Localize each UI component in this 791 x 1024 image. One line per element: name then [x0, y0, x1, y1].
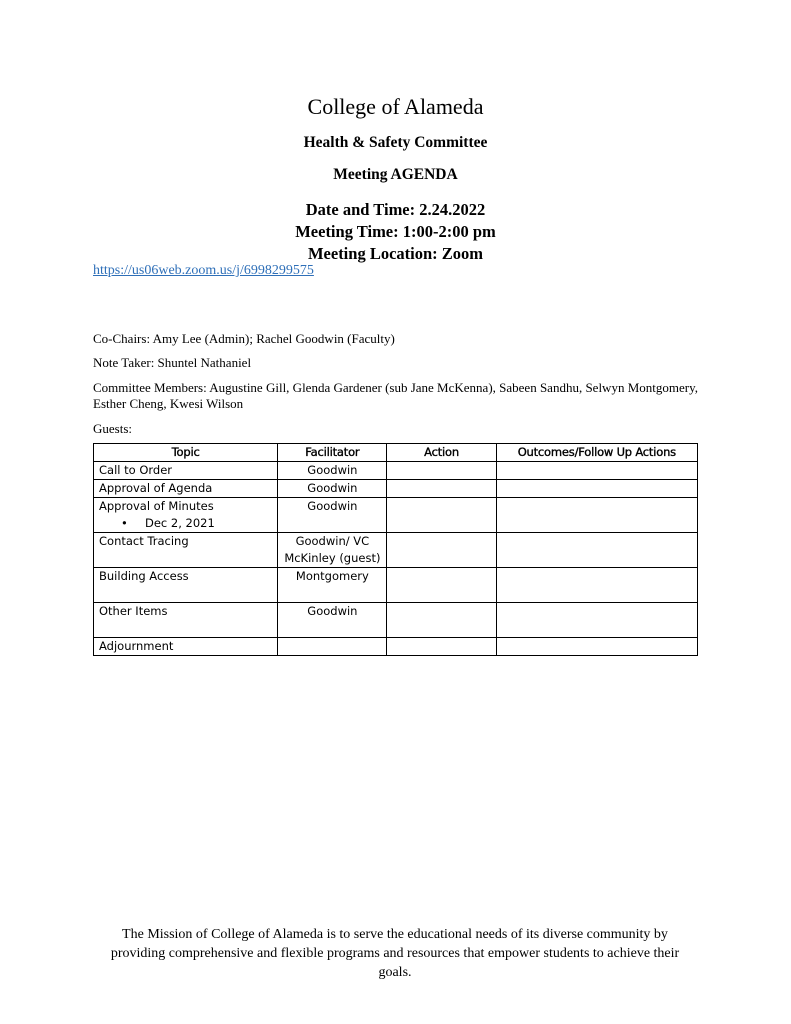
meeting-location: Meeting Location: Zoom — [307, 244, 484, 263]
facilitator-cell: Goodwin — [278, 498, 387, 533]
bullet-icon: • — [121, 516, 128, 530]
table-row — [94, 603, 698, 638]
topic-cell: Contact Tracing — [94, 533, 278, 568]
table-row — [94, 533, 698, 568]
action-cell — [387, 498, 496, 533]
column-header-topic: Topic — [94, 444, 278, 462]
table-row — [94, 462, 698, 480]
facilitator-cell: Goodwin — [278, 480, 387, 498]
guests-label: Guests: — [93, 421, 132, 436]
action-cell — [387, 568, 496, 603]
facilitator-cell — [278, 638, 387, 656]
zoom-link[interactable]: https://us06web.zoom.us/j/6998299575 — [93, 263, 314, 278]
outcomes-cell — [496, 533, 697, 568]
table-row — [94, 568, 698, 603]
outcomes-cell — [496, 498, 697, 533]
topic-cell: Approval of Agenda — [94, 480, 278, 498]
note-taker: Note Taker: Shuntel Nathaniel — [93, 355, 252, 370]
facilitator-cell: Goodwin — [278, 462, 387, 480]
column-header-facilitator: Facilitator — [278, 444, 387, 462]
agenda-title: Meeting AGENDA — [333, 166, 458, 183]
topic-cell: Call to Order — [94, 462, 278, 480]
committee-name: Health & Safety Committee — [303, 134, 488, 151]
co-chairs: Co-Chairs: Amy Lee (Admin); Rachel Goodwin (Faculty) — [93, 331, 395, 346]
facilitator-cell: Goodwin — [278, 603, 387, 638]
topic-cell: Other Items — [94, 603, 278, 638]
topic-label: Approval of Minutes — [99, 499, 214, 513]
action-cell — [387, 462, 496, 480]
outcomes-cell — [496, 462, 697, 480]
facilitator-cell: Montgomery — [278, 568, 387, 603]
action-cell — [387, 533, 496, 568]
action-cell — [387, 480, 496, 498]
facilitator-cell: Goodwin/ VC McKinley (guest) — [278, 533, 387, 568]
table-row — [94, 638, 698, 656]
action-cell — [387, 603, 496, 638]
outcomes-cell — [496, 480, 697, 498]
mission-statement: The Mission of College of Alameda is to serve the educational needs of its diverse community by providing comprehensive and flexible programs and resources that empower students to achieve their goals. — [110, 927, 680, 980]
sub-item — [99, 515, 272, 532]
meeting-date: Date and Time: 2.24.2022 — [305, 200, 486, 219]
topic-cell: Adjournment — [94, 638, 278, 656]
action-cell — [387, 638, 496, 656]
outcomes-cell — [496, 568, 697, 603]
column-header-outcomes: Outcomes/Follow Up Actions — [496, 444, 697, 462]
topic-cell: Building Access — [94, 568, 278, 603]
column-header-action: Action — [387, 444, 496, 462]
sub-item-label: Dec 2, 2021 — [145, 516, 215, 530]
org-title: College of Alameda — [307, 94, 484, 119]
outcomes-cell — [496, 638, 697, 656]
topic-cell — [94, 498, 278, 533]
agenda-table — [93, 443, 698, 656]
table-row — [94, 480, 698, 498]
committee-members: Committee Members: Augustine Gill, Glenda Gardener (sub Jane McKenna), Sabeen Sandhu, Selwyn Montgomery, Esther Cheng, Kwesi Wilson — [93, 380, 698, 411]
table-row — [94, 498, 698, 533]
meeting-time: Meeting Time: 1:00-2:00 pm — [295, 222, 496, 241]
table-header-row — [94, 444, 698, 462]
outcomes-cell — [496, 603, 697, 638]
